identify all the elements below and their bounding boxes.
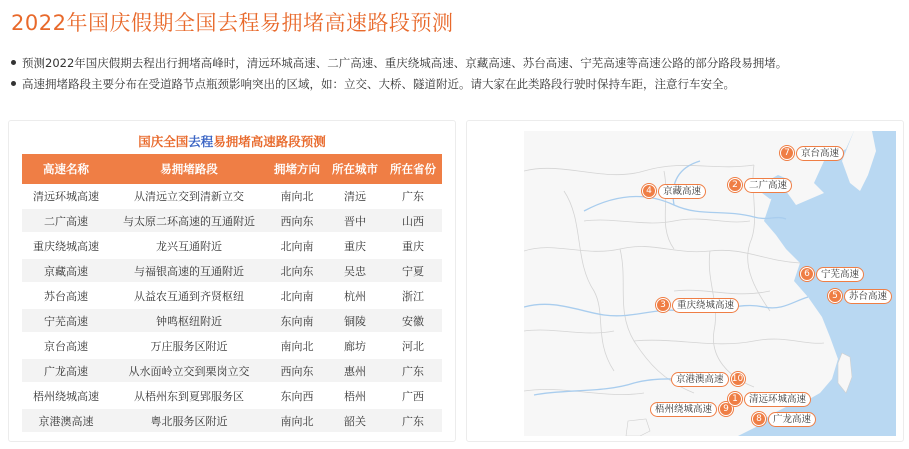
map-pin-number: 7 <box>780 146 794 160</box>
cell-direction: 东向西 <box>268 384 326 409</box>
map-pin-number: 6 <box>800 267 814 281</box>
cell-highway: 广龙高速 <box>22 359 110 384</box>
cell-city: 吴忠 <box>326 259 384 284</box>
header-city: 所在城市 <box>326 154 384 184</box>
header-direction: 拥堵方向 <box>268 154 326 184</box>
header-congested-section: 易拥堵路段 <box>110 154 268 184</box>
cell-section: 从益农互通到齐贤枢纽 <box>110 284 268 309</box>
cell-highway: 二广高速 <box>22 209 110 234</box>
cell-section: 钟鸣枢纽附近 <box>110 309 268 334</box>
map-pin-number: 3 <box>656 298 670 312</box>
map-pin-number: 9 <box>719 402 733 416</box>
china-map <box>524 131 896 436</box>
table-row <box>22 309 442 334</box>
cell-direction: 东向南 <box>268 309 326 334</box>
cell-city: 清远 <box>326 184 384 209</box>
map-pin-label: 清远环城高速 <box>744 392 811 407</box>
table-title <box>9 132 455 150</box>
cell-highway: 京港澳高速 <box>22 409 110 434</box>
map-pin-number: 1 <box>728 392 742 406</box>
cell-province: 广东 <box>384 409 442 434</box>
cell-province: 广东 <box>384 359 442 384</box>
map-pin-2[interactable] <box>728 177 792 193</box>
map-pin-number: 10 <box>731 374 744 384</box>
map-pin-3[interactable] <box>656 297 739 313</box>
forecast-table-card <box>8 120 456 442</box>
map-pin-6[interactable] <box>800 266 864 282</box>
map-pin-number: 5 <box>828 289 842 303</box>
table-row <box>22 209 442 234</box>
map-pin-label: 广龙高速 <box>768 412 816 427</box>
cell-city: 铜陵 <box>326 309 384 334</box>
cell-highway: 京藏高速 <box>22 259 110 284</box>
table-header-row <box>22 154 442 184</box>
page-title: 2022年国庆假期全国去程易拥堵高速路段预测 <box>11 11 454 35</box>
table-row <box>22 359 442 384</box>
cell-highway: 重庆绕城高速 <box>22 234 110 259</box>
cell-city: 梧州 <box>326 384 384 409</box>
map-card <box>466 120 904 442</box>
map-pin-number: 4 <box>642 184 656 198</box>
map-pin-1[interactable] <box>728 391 811 407</box>
cell-direction: 北向南 <box>268 234 326 259</box>
table-row <box>22 384 442 409</box>
map-pin-8[interactable] <box>752 411 816 427</box>
cell-section: 粤北服务区附近 <box>110 409 268 434</box>
forecast-table <box>22 154 442 434</box>
bullet-dot-icon <box>11 81 16 86</box>
cell-direction: 西向东 <box>268 359 326 384</box>
cell-direction: 南向北 <box>268 334 326 359</box>
cell-highway: 苏台高速 <box>22 284 110 309</box>
map-pin-5[interactable] <box>828 288 892 304</box>
header-highway-name: 高速名称 <box>22 154 110 184</box>
map-pin-label: 京台高速 <box>796 146 844 161</box>
table-title-suffix: 易拥堵高速路段预测 <box>213 134 326 149</box>
cell-section: 龙兴互通附近 <box>110 234 268 259</box>
table-row <box>22 184 442 209</box>
map-pin-9[interactable] <box>650 401 733 417</box>
cell-city: 重庆 <box>326 234 384 259</box>
cell-section: 万庄服务区附近 <box>110 334 268 359</box>
cell-direction: 北向东 <box>268 259 326 284</box>
map-pin-number: 8 <box>752 412 766 426</box>
cell-direction: 南向北 <box>268 409 326 434</box>
cell-city: 惠州 <box>326 359 384 384</box>
table-row <box>22 409 442 434</box>
cell-province: 重庆 <box>384 234 442 259</box>
map-pin-7[interactable] <box>780 145 844 161</box>
bullet-item <box>9 54 904 75</box>
cell-section: 从水面岭立交到栗岗立交 <box>110 359 268 384</box>
table-row <box>22 234 442 259</box>
cell-province: 宁夏 <box>384 259 442 284</box>
bullet-dot-icon <box>11 60 16 65</box>
bullet-item <box>9 75 904 96</box>
cell-section: 从梧州东到夏郢服务区 <box>110 384 268 409</box>
bullet-text: 预测2022年国庆假期去程出行拥堵高峰时，清远环城高速、二广高速、重庆绕城高速、京藏高速、苏台高速、宁芜高速等高速公路的部分路段易拥堵。 <box>22 56 788 70</box>
cell-province: 浙江 <box>384 284 442 309</box>
map-pin-4[interactable] <box>642 183 706 199</box>
cell-section: 与福银高速的互通附近 <box>110 259 268 284</box>
map-pin-label: 京港澳高速 <box>671 372 729 387</box>
bullet-list <box>9 54 904 96</box>
table-row <box>22 334 442 359</box>
cell-highway: 清远环城高速 <box>22 184 110 209</box>
cell-city: 廊坊 <box>326 334 384 359</box>
bullet-text: 高速拥堵路段主要分布在受道路节点瓶颈影响突出的区域，如：立交、大桥、隧道附近。请大家在此类路段行驶时保持车距，注意行车安全。 <box>22 77 735 91</box>
cell-province: 山西 <box>384 209 442 234</box>
cell-highway: 京台高速 <box>22 334 110 359</box>
header-province: 所在省份 <box>384 154 442 184</box>
map-pin-label: 京藏高速 <box>658 184 706 199</box>
map-pin-label: 梧州绕城高速 <box>650 402 717 417</box>
cell-direction: 南向北 <box>268 184 326 209</box>
cell-city: 杭州 <box>326 284 384 309</box>
cell-highway: 宁芜高速 <box>22 309 110 334</box>
cell-section: 与太原二环高速的互通附近 <box>110 209 268 234</box>
cell-city: 晋中 <box>326 209 384 234</box>
map-pin-number: 2 <box>728 178 742 192</box>
cell-direction: 西向东 <box>268 209 326 234</box>
map-pin-label: 二广高速 <box>744 178 792 193</box>
table-row <box>22 284 442 309</box>
cell-province: 广东 <box>384 184 442 209</box>
cell-city: 韶关 <box>326 409 384 434</box>
map-pin-label: 苏台高速 <box>844 289 892 304</box>
cell-section: 从清远立交到清新立交 <box>110 184 268 209</box>
table-title-highlight: 去程 <box>188 134 214 149</box>
cell-province: 广西 <box>384 384 442 409</box>
map-pin-10[interactable] <box>671 371 745 387</box>
table-title-prefix: 国庆全国 <box>138 134 189 149</box>
map-background <box>524 131 896 436</box>
cell-highway: 梧州绕城高速 <box>22 384 110 409</box>
table-row <box>22 259 442 284</box>
map-pin-label: 宁芜高速 <box>816 267 864 282</box>
map-pin-label: 重庆绕城高速 <box>672 298 739 313</box>
cell-province: 河北 <box>384 334 442 359</box>
cell-direction: 北向南 <box>268 284 326 309</box>
cell-province: 安徽 <box>384 309 442 334</box>
